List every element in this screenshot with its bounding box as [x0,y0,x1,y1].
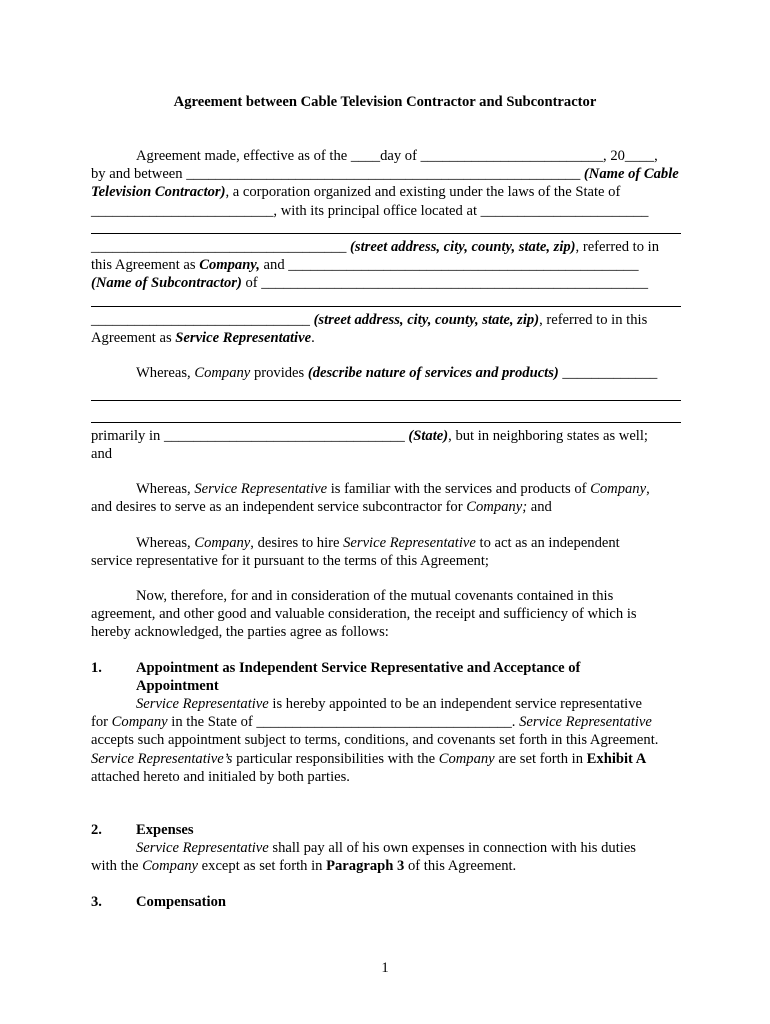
section-1-heading [91,659,681,695]
section-number: 1. [91,659,102,676]
text: is hereby appointed to be an independent service representative [268,696,642,713]
text: , referred to in [575,239,660,255]
text: (street address, city, county, state, zip) [350,239,576,255]
text: of this Agreement. [404,858,517,875]
text: with the [91,858,143,875]
text: ___________________________________ [91,239,347,255]
text: Company [438,750,495,767]
text: provides [250,365,308,382]
text: agreement, and other good and valuable consideration, the receipt and sufficiency of which is [91,606,637,623]
text: , desires to hire [250,534,344,551]
text: Service Representative [175,330,312,346]
text: of _____________________________________________________ [241,275,649,292]
text: this Agreement as [91,257,200,274]
text: except as set forth in [198,858,327,875]
text: Expenses [136,822,194,839]
now-therefore-paragraph [91,587,681,642]
text: and [91,445,113,462]
text: Whereas, [136,534,195,551]
text: Television Contractor) [91,184,226,201]
whereas-hire-paragraph [91,534,681,570]
text-line [91,238,681,293]
text: Service Representative [136,696,269,713]
text: (describe nature of services and products) [307,365,559,382]
text: primarily in _________________________________ [91,427,409,444]
text: attached hereto and initialed by both parties. [91,768,350,785]
text: is familiar with the services and products of [327,481,591,498]
text: Company [194,365,251,382]
text: shall pay all of his own expenses in connection with his duties [268,840,636,857]
text: Service Representative [519,714,652,731]
text: _____________ [558,365,658,382]
whereas-familiar-paragraph [91,480,681,516]
whereas-services-paragraph [91,364,681,382]
text: . [311,330,315,346]
text: particular responsibilities with the [232,750,439,767]
text: (Name of Subcontractor) [91,275,242,292]
text: service representative for it pursuant to the terms of this Agreement; [91,552,489,569]
text: _________________________, with its principal office located at _______________________ [91,202,649,219]
text: for [91,714,112,731]
text: Service Representative [136,840,269,857]
text: hereby acknowledged, the parties agree as follows: [91,624,389,641]
section-number: 2. [91,822,102,839]
text: Paragraph 3 [326,858,405,875]
section-2-body [91,839,681,875]
text: are set forth in [494,750,587,767]
text: , a corporation organized and existing under the laws of the State of [225,184,621,201]
blank-line [91,405,681,423]
parties-paragraph [91,147,681,220]
text: , but in neighboring states as well; [448,427,648,444]
text: , referred to in this [539,311,648,328]
text: , [646,481,650,498]
text: to act as an independent [475,534,620,551]
text: Company; [466,499,528,516]
text: Whereas, [136,481,195,498]
text: ______________________________ [91,311,310,328]
text-line [91,427,681,463]
text: Company [590,481,647,498]
text: (State) [408,427,449,444]
page-number: 1 [381,960,389,976]
text: accepts such appointment subject to terms, conditions, and covenants set forth in this Agreement. [91,732,659,749]
text: (street address, city, county, state, zip) [313,311,540,328]
text: by and between ______________________________________________________ [91,166,581,183]
text: and ________________________________________________ [259,257,639,274]
text: Company [194,534,251,551]
text: Appointment [136,677,219,694]
section-number: 3. [91,893,102,910]
section-2-heading [91,821,681,839]
text: and [527,499,552,516]
text: (Name of Cable [583,166,679,183]
section-3-heading [91,893,681,911]
section-1-body [91,695,681,786]
text: Agreement made, effective as of the ____day of _________________________, 20____, [136,148,658,164]
text: Appointment as Independent Service Representative and Acceptance of [136,659,581,676]
text: Company [111,714,168,731]
text: Service Representative [343,534,476,551]
text: in the State of ___________________________________. [167,714,520,731]
blank-line [91,382,681,400]
text: Exhibit A [586,750,647,767]
document-body [91,147,681,911]
document-title: Agreement between Cable Television Contractor and Subcontractor [173,94,597,110]
text: Service Representative’s [91,750,233,767]
text: Now, therefore, for and in consideration of the mutual covenants contained in this [136,588,614,604]
text: Whereas, [136,365,195,382]
text: Agreement as [91,330,176,346]
text-line [91,311,681,347]
text: and desires to serve as an independent service subcontractor for [91,499,467,516]
text: Company, [199,257,260,274]
text: Compensation [136,893,227,910]
text: Service Representative [194,481,328,498]
text: Company [142,858,199,875]
